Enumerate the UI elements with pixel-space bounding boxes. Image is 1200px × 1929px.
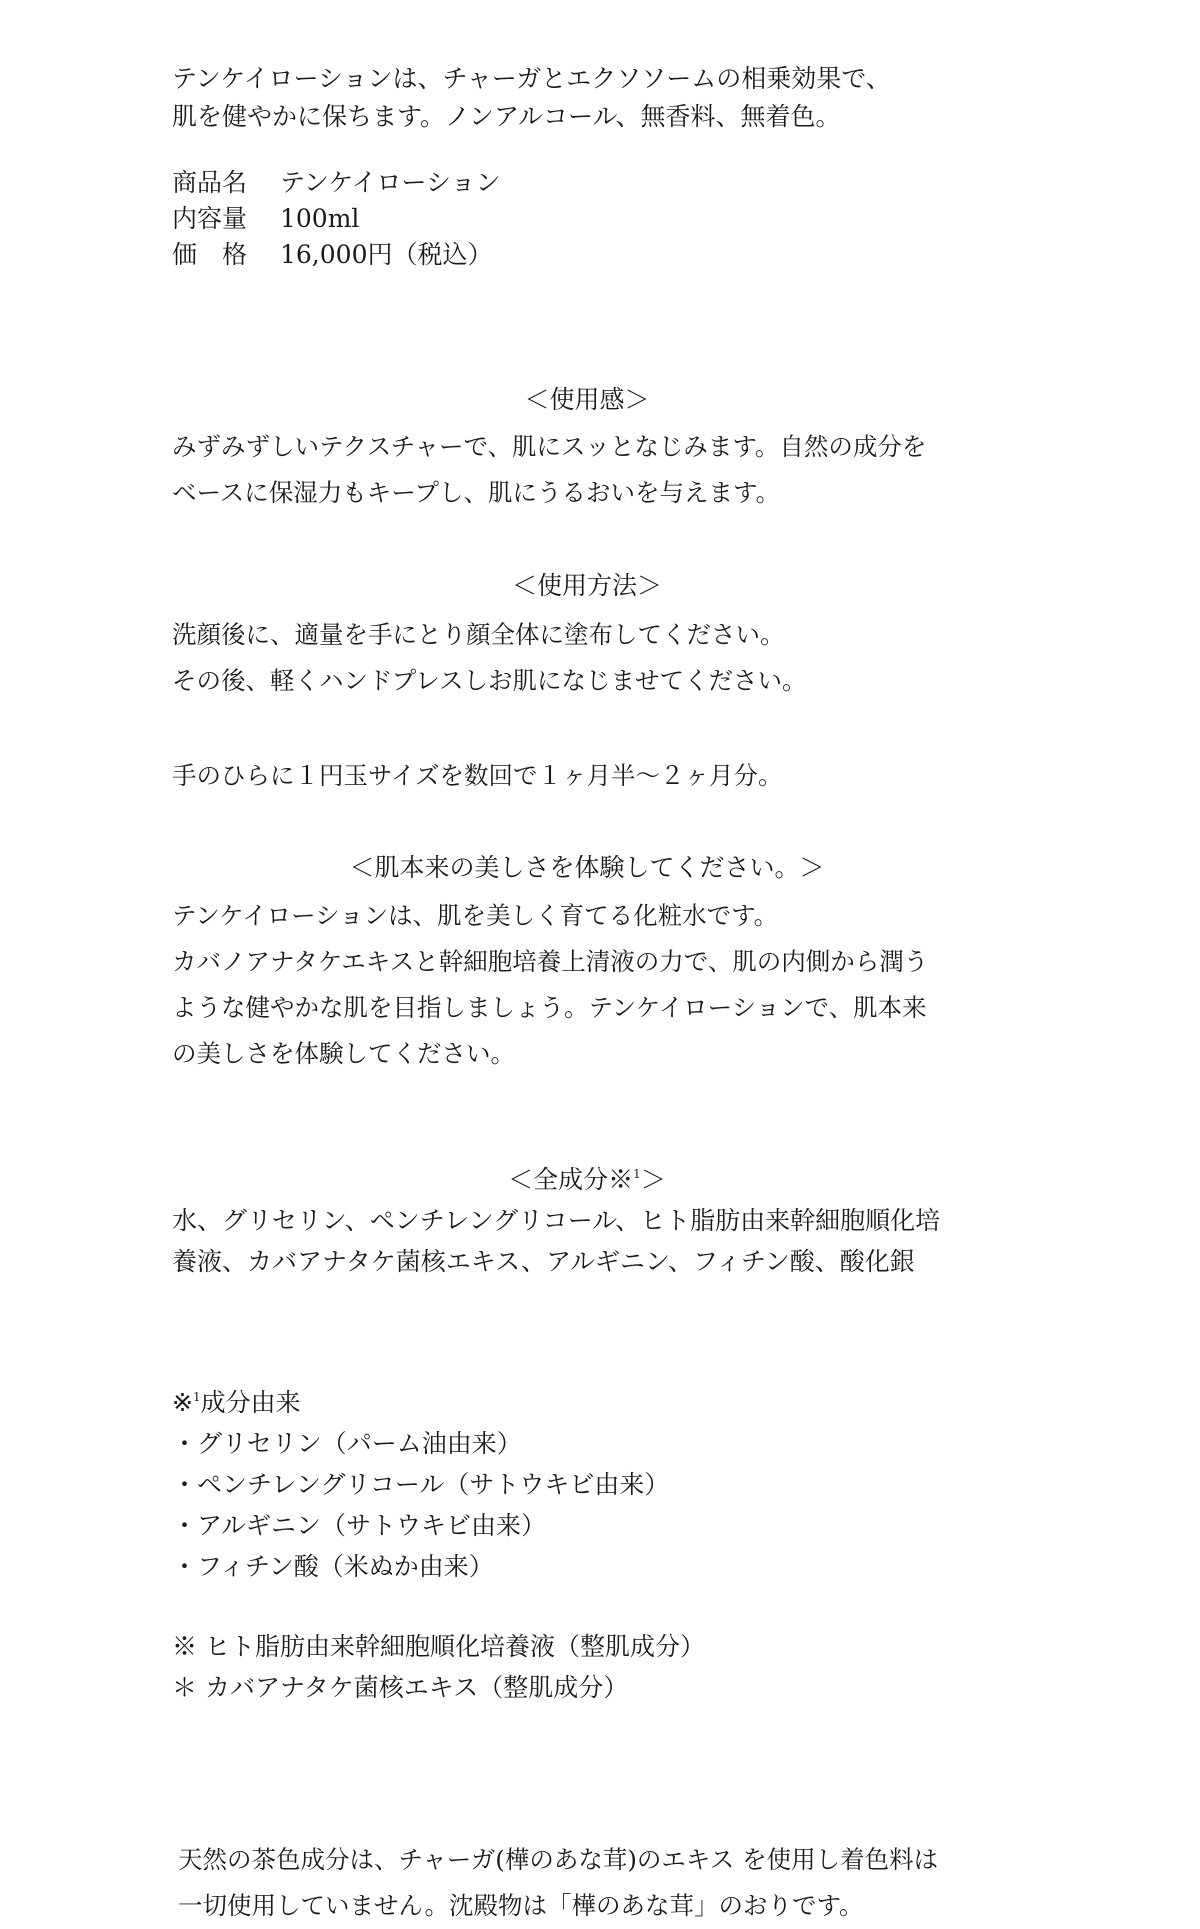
feel-line: ベースに保湿力もキープし、肌にうるおいを与えます。	[172, 478, 781, 507]
origins-item: ・グリセリン（パーム油由来）	[172, 1429, 522, 1458]
section-title-ingredients	[172, 1162, 1002, 1198]
footer-note	[178, 1837, 1018, 1929]
ingredients-title-end: ＞	[640, 1165, 666, 1194]
ingredients-line: 養液、カバアナタケ菌核エキス、アルギニン、フィチン酸、酸化銀	[172, 1247, 915, 1276]
origins-section	[172, 1382, 1012, 1587]
usage-line: その後、軽くハンドプレスしお肌になじませてください。	[172, 666, 807, 695]
section-title-feel: ＜使用感＞	[524, 385, 650, 414]
note-line: ※ ヒト脂肪由来幹細胞順化培養液（整肌成分）	[172, 1632, 705, 1661]
origins-item: ・フィチン酸（米ぬか由来）	[172, 1552, 494, 1581]
spec-row-name	[172, 165, 1002, 201]
spec-label: 内容量	[172, 204, 248, 233]
section-title-experience: ＜肌本来の美しさを体験してください。＞	[349, 853, 825, 882]
usage-line: 洗顔後に、適量を手にとり顔全体に塗布してください。	[172, 620, 785, 649]
experience-line: の美しさを体験してください。	[172, 1039, 515, 1068]
note-line: ＊ カバアナタケ菌核エキス（整肌成分）	[172, 1673, 629, 1702]
footnote-marker: 1	[192, 1390, 201, 1404]
intro-line: 肌を健やかに保ちます。ノンアルコール、無香料、無着色。	[172, 102, 841, 131]
product-spec	[172, 165, 1002, 273]
ingredients-line: 水、グリセリン、ペンチレングリコール、ヒト脂肪由来幹細胞順化培	[172, 1206, 941, 1235]
ingredients-list	[172, 1200, 1012, 1282]
spec-value: 100ml	[280, 204, 360, 233]
usage-line: 手のひらに１円玉サイズを数回で１ヶ月半〜２ヶ月分。	[172, 761, 783, 790]
intro-text	[172, 60, 1002, 136]
intro-line: テンケイローションは、チャーガとエクソソームの相乗効果で、	[172, 64, 891, 93]
section-title-usage: ＜使用方法＞	[511, 571, 662, 600]
feel-line: みずみずしいテクスチャーで、肌にスッとなじみます。自然の成分を	[172, 432, 927, 461]
origins-item: ・アルギニン（サトウキビ由来）	[172, 1511, 547, 1540]
ingredients-title: ＜全成分※	[508, 1165, 634, 1194]
experience-line: カバノアナタケエキスと幹細胞培養上清液の力で、肌の内側から潤う	[172, 947, 929, 976]
feel-text	[172, 424, 1012, 516]
footer-line: 一切使用していません。沈殿物は「樺のあな茸」のおりです。	[178, 1891, 864, 1920]
footnote-marker: 1	[633, 1167, 641, 1181]
origins-heading	[172, 1382, 1012, 1423]
origins-mark: ※	[172, 1388, 193, 1417]
spec-row-volume	[172, 201, 1002, 237]
experience-line: テンケイローションは、肌を美しく育てる化粧水です。	[172, 901, 779, 930]
spec-row-price	[172, 237, 1002, 273]
spec-label: 価 格	[172, 240, 248, 269]
origins-item: ・ペンチレングリコール（サトウキビ由来）	[172, 1470, 670, 1499]
spec-label: 商品名	[172, 168, 248, 197]
footer-line: 天然の茶色成分は、チャーガ(樺のあな茸)のエキス を使用し着色料は	[178, 1845, 939, 1874]
usage-text	[172, 612, 1012, 704]
spec-value: 16,000円（税込）	[280, 240, 493, 269]
usage-amount	[172, 753, 1012, 799]
experience-line: ような健やかな肌を目指しましょう。テンケイローションで、肌本来	[172, 993, 927, 1022]
experience-text	[172, 893, 1012, 1077]
origins-heading-text: 成分由来	[200, 1388, 301, 1417]
spec-value: テンケイローション	[280, 168, 501, 197]
notes-section	[172, 1626, 1012, 1708]
